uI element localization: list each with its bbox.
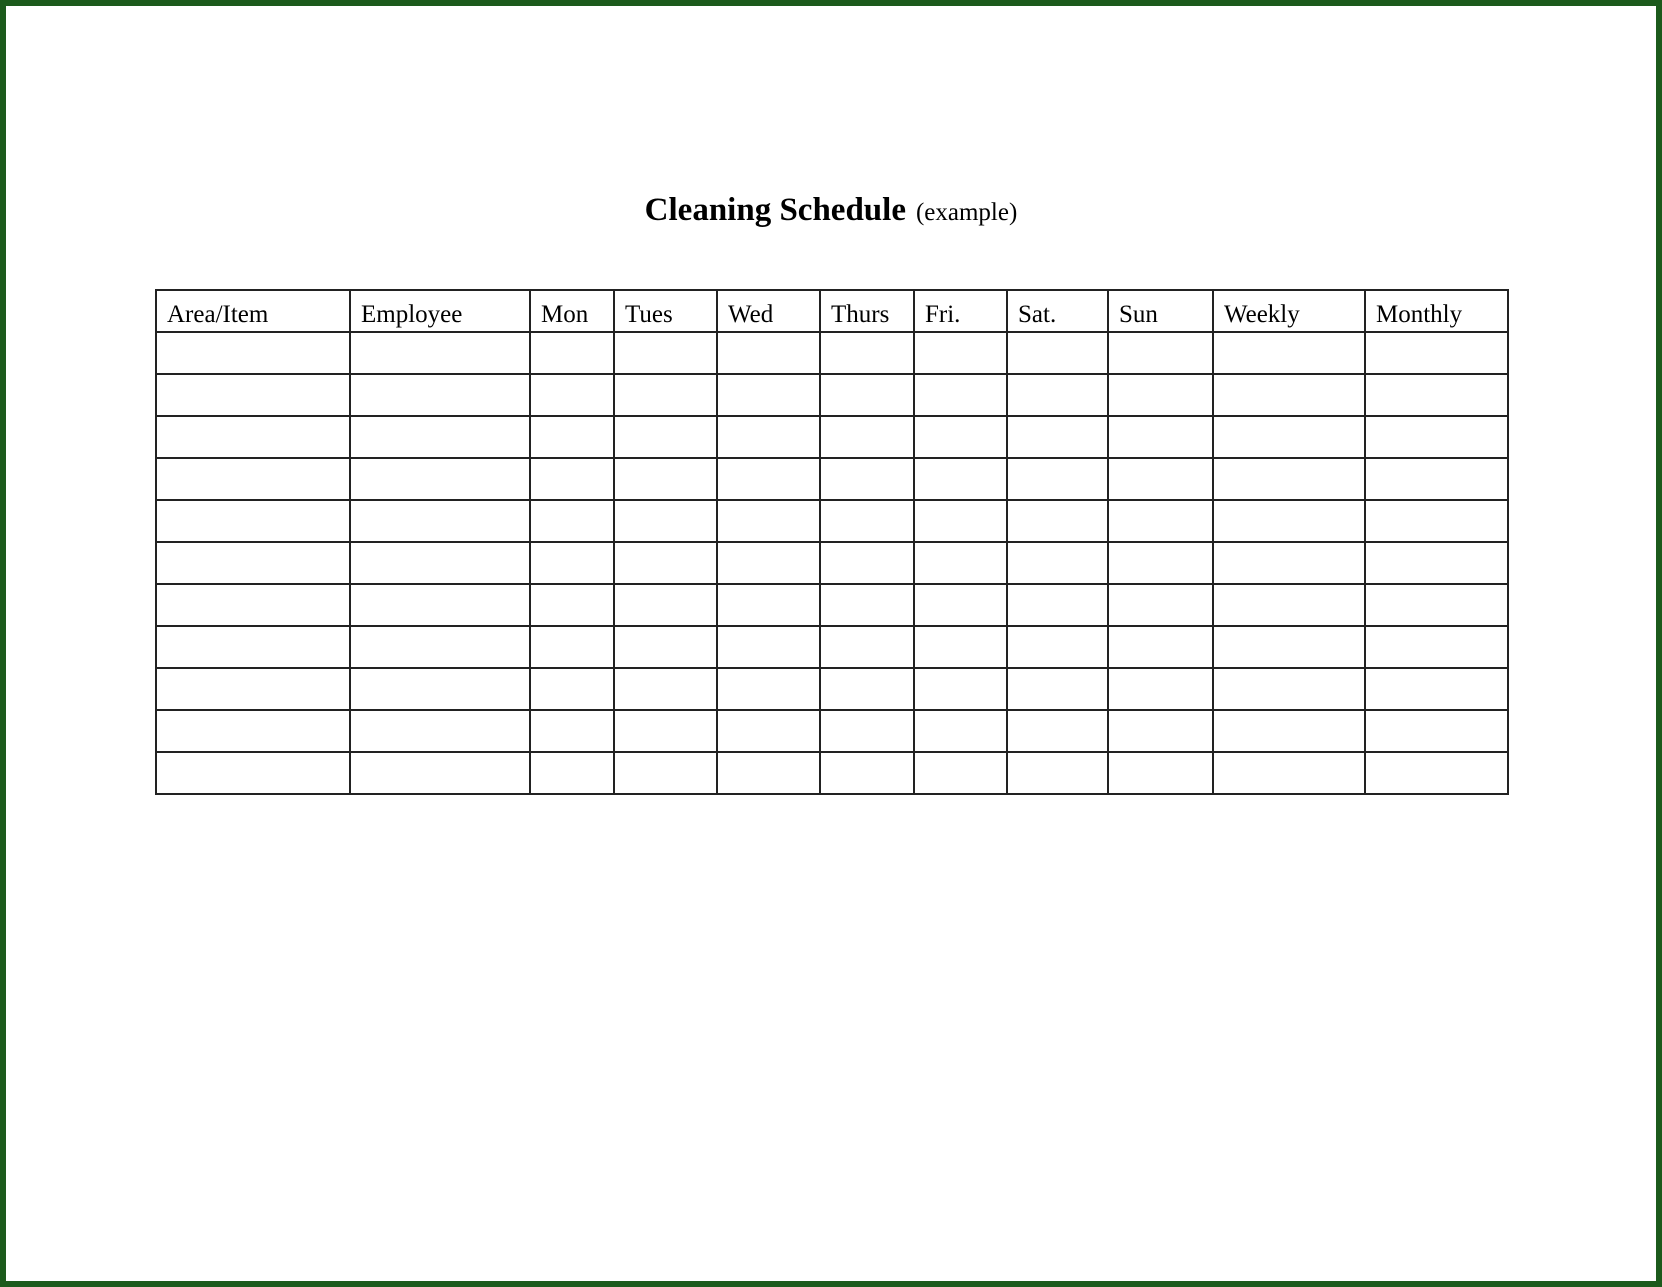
table-cell[interactable] — [1108, 752, 1213, 794]
table-cell[interactable] — [1007, 752, 1108, 794]
table-cell[interactable] — [530, 626, 614, 668]
table-cell[interactable] — [1213, 500, 1365, 542]
table-cell[interactable] — [350, 416, 530, 458]
table-cell[interactable] — [1007, 584, 1108, 626]
table-cell[interactable] — [1007, 710, 1108, 752]
table-cell[interactable] — [1108, 416, 1213, 458]
table-row — [156, 626, 1508, 668]
table-cell[interactable] — [914, 416, 1007, 458]
table-cell[interactable] — [1007, 500, 1108, 542]
table-cell[interactable] — [1007, 668, 1108, 710]
table-cell[interactable] — [717, 542, 820, 584]
table-row — [156, 332, 1508, 374]
table-cell[interactable] — [614, 374, 717, 416]
table-cell[interactable] — [350, 458, 530, 500]
table-cell[interactable] — [914, 500, 1007, 542]
table-cell[interactable] — [530, 710, 614, 752]
table-cell[interactable] — [1213, 542, 1365, 584]
table-cell[interactable] — [614, 710, 717, 752]
table-header — [156, 290, 1508, 332]
table-cell[interactable] — [1108, 542, 1213, 584]
table-cell[interactable] — [820, 752, 914, 794]
table-cell[interactable] — [530, 752, 614, 794]
table-body — [156, 332, 1508, 794]
table-cell[interactable] — [1213, 374, 1365, 416]
table-cell[interactable] — [914, 752, 1007, 794]
table-cell[interactable] — [820, 626, 914, 668]
table-cell[interactable] — [717, 458, 820, 500]
table-cell[interactable] — [1108, 374, 1213, 416]
table-cell[interactable] — [614, 458, 717, 500]
table-row — [156, 710, 1508, 752]
table-cell[interactable] — [914, 626, 1007, 668]
table-cell[interactable] — [717, 374, 820, 416]
table-cell[interactable] — [530, 416, 614, 458]
column-header-area-item: Area/Item — [156, 290, 350, 332]
table-cell[interactable] — [614, 626, 717, 668]
column-header-fri: Fri. — [914, 290, 1007, 332]
table-cell[interactable] — [1365, 416, 1508, 458]
table-cell[interactable] — [156, 458, 350, 500]
table-cell[interactable] — [614, 332, 717, 374]
table-cell[interactable] — [1365, 332, 1508, 374]
table-cell[interactable] — [350, 752, 530, 794]
table-cell[interactable] — [1213, 458, 1365, 500]
table-row — [156, 584, 1508, 626]
column-header-thurs: Thurs — [820, 290, 914, 332]
schedule-table — [155, 289, 1509, 795]
table-cell[interactable] — [530, 500, 614, 542]
column-header-sun: Sun — [1108, 290, 1213, 332]
table-cell[interactable] — [350, 668, 530, 710]
table-cell[interactable] — [1365, 374, 1508, 416]
table-cell[interactable] — [530, 374, 614, 416]
column-header-sat: Sat. — [1007, 290, 1108, 332]
table-cell[interactable] — [717, 710, 820, 752]
table-cell[interactable] — [820, 416, 914, 458]
table-cell[interactable] — [1007, 458, 1108, 500]
table-cell[interactable] — [156, 374, 350, 416]
table-cell[interactable] — [530, 332, 614, 374]
table-cell[interactable] — [1007, 374, 1108, 416]
table-row — [156, 416, 1508, 458]
table-cell[interactable] — [614, 668, 717, 710]
table-cell[interactable] — [1213, 584, 1365, 626]
table-cell[interactable] — [350, 584, 530, 626]
table-cell[interactable] — [350, 332, 530, 374]
table-cell[interactable] — [914, 332, 1007, 374]
table-cell[interactable] — [614, 584, 717, 626]
column-header-mon: Mon — [530, 290, 614, 332]
table-row — [156, 500, 1508, 542]
title-subtitle: (example) — [915, 199, 1018, 226]
table-cell[interactable] — [717, 500, 820, 542]
table-cell[interactable] — [1213, 710, 1365, 752]
table-cell[interactable] — [820, 458, 914, 500]
table-row — [156, 668, 1508, 710]
table-cell[interactable] — [914, 458, 1007, 500]
table-cell[interactable] — [914, 374, 1007, 416]
table-cell[interactable] — [1213, 668, 1365, 710]
table-cell[interactable] — [820, 668, 914, 710]
table-cell[interactable] — [1007, 542, 1108, 584]
table-cell[interactable] — [914, 584, 1007, 626]
table-cell[interactable] — [1108, 626, 1213, 668]
table-row — [156, 374, 1508, 416]
table-cell[interactable] — [156, 416, 350, 458]
table-cell[interactable] — [614, 752, 717, 794]
table-cell[interactable] — [156, 710, 350, 752]
column-header-tues: Tues — [614, 290, 717, 332]
table-cell[interactable] — [1007, 332, 1108, 374]
table-cell[interactable] — [350, 710, 530, 752]
table-cell[interactable] — [1365, 710, 1508, 752]
column-header-employee: Employee — [350, 290, 530, 332]
table-cell[interactable] — [1365, 752, 1508, 794]
column-header-weekly: Weekly — [1213, 290, 1365, 332]
table-cell[interactable] — [1108, 332, 1213, 374]
table-cell[interactable] — [717, 584, 820, 626]
table-cell[interactable] — [156, 500, 350, 542]
title-main: Cleaning Schedule — [644, 192, 906, 228]
table-cell[interactable] — [1213, 752, 1365, 794]
page-title — [0, 192, 1662, 229]
table-cell[interactable] — [156, 668, 350, 710]
table-cell[interactable] — [1213, 626, 1365, 668]
table-cell[interactable] — [820, 584, 914, 626]
table-cell[interactable] — [156, 752, 350, 794]
table-cell[interactable] — [1007, 626, 1108, 668]
table-cell[interactable] — [820, 542, 914, 584]
table-cell[interactable] — [530, 584, 614, 626]
table-cell[interactable] — [1365, 626, 1508, 668]
table-cell[interactable] — [1213, 416, 1365, 458]
table-cell[interactable] — [156, 542, 350, 584]
table-row — [156, 542, 1508, 584]
table-cell[interactable] — [820, 374, 914, 416]
table-cell[interactable] — [1365, 500, 1508, 542]
table-cell[interactable] — [530, 668, 614, 710]
table-cell[interactable] — [914, 668, 1007, 710]
table-cell[interactable] — [1365, 458, 1508, 500]
table-cell[interactable] — [717, 626, 820, 668]
table-row — [156, 752, 1508, 794]
table-cell[interactable] — [717, 332, 820, 374]
table-cell[interactable] — [350, 374, 530, 416]
table-cell[interactable] — [156, 626, 350, 668]
table-cell[interactable] — [530, 458, 614, 500]
table-cell[interactable] — [717, 752, 820, 794]
header-row — [156, 290, 1508, 332]
table-cell[interactable] — [614, 542, 717, 584]
table-cell[interactable] — [156, 584, 350, 626]
table-cell[interactable] — [1365, 584, 1508, 626]
table-cell[interactable] — [914, 542, 1007, 584]
table-cell[interactable] — [530, 542, 614, 584]
table-cell[interactable] — [1108, 458, 1213, 500]
table-cell[interactable] — [820, 332, 914, 374]
table-cell[interactable] — [1365, 542, 1508, 584]
table-cell[interactable] — [350, 500, 530, 542]
table-cell[interactable] — [614, 416, 717, 458]
table-cell[interactable] — [1365, 668, 1508, 710]
table-cell[interactable] — [820, 710, 914, 752]
table-cell[interactable] — [1108, 668, 1213, 710]
table-cell[interactable] — [156, 332, 350, 374]
column-header-monthly: Monthly — [1365, 290, 1508, 332]
table-cell[interactable] — [350, 626, 530, 668]
table-cell[interactable] — [820, 500, 914, 542]
table-cell[interactable] — [1213, 332, 1365, 374]
table-row — [156, 458, 1508, 500]
table-cell[interactable] — [717, 668, 820, 710]
table-cell[interactable] — [1108, 500, 1213, 542]
column-header-wed: Wed — [717, 290, 820, 332]
table-cell[interactable] — [1108, 710, 1213, 752]
table-cell[interactable] — [914, 710, 1007, 752]
table-cell[interactable] — [717, 416, 820, 458]
table-cell[interactable] — [1108, 584, 1213, 626]
table-cell[interactable] — [350, 542, 530, 584]
table-cell[interactable] — [1007, 416, 1108, 458]
table-cell[interactable] — [614, 500, 717, 542]
